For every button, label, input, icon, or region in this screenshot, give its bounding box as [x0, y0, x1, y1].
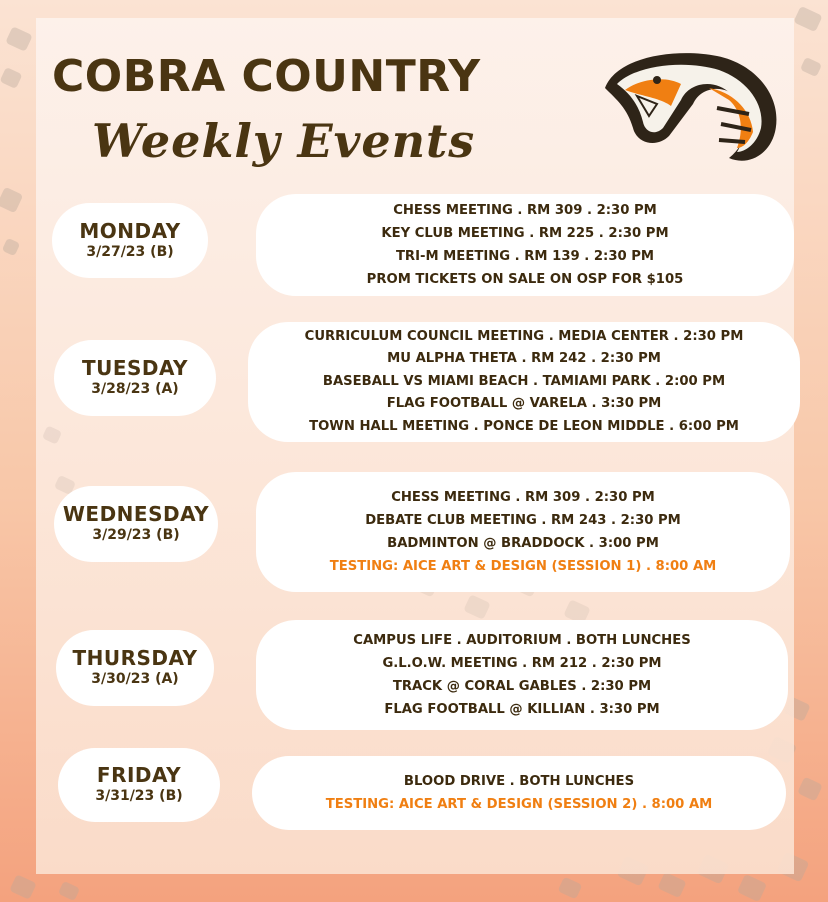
day-date: 3/29/23 (B): [92, 527, 180, 544]
event-item: TRACK @ CORAL GABLES . 2:30 PM: [392, 679, 652, 694]
events-box-tuesday: [248, 322, 800, 442]
event-item: BLOOD DRIVE . BOTH LUNCHES: [403, 774, 635, 789]
day-date: 3/30/23 (A): [91, 671, 179, 688]
events-box-friday: [252, 756, 786, 830]
events-box-wednesday: [256, 472, 790, 592]
events-box-thursday: [256, 620, 788, 730]
page-subtitle: Weekly Events: [92, 114, 476, 168]
day-pill-friday: [58, 748, 220, 822]
day-name: THURSDAY: [72, 646, 198, 671]
event-item: G.L.O.W. MEETING . RM 212 . 2:30 PM: [382, 656, 662, 671]
event-item: DEBATE CLUB MEETING . RM 243 . 2:30 PM: [365, 513, 681, 528]
day-date: 3/28/23 (A): [91, 381, 179, 398]
day-date: 3/27/23 (B): [86, 243, 174, 260]
day-name: TUESDAY: [81, 356, 189, 381]
event-item-testing: TESTING: AICE ART & DESIGN (SESSION 1) . 8:00 AM: [329, 559, 717, 574]
day-pill-tuesday: [54, 340, 216, 416]
event-item: CHESS MEETING . RM 309 . 2:30 PM: [393, 203, 657, 218]
event-item: TOWN HALL MEETING . PONCE DE LEON MIDDLE . 6:00 PM: [309, 418, 739, 434]
day-pill-wednesday: [54, 486, 218, 562]
event-item: KEY CLUB MEETING . RM 225 . 2:30 PM: [381, 226, 669, 241]
day-pill-thursday: [56, 630, 214, 706]
event-item: CHESS MEETING . RM 309 . 2:30 PM: [391, 490, 655, 505]
event-item: TRI-M MEETING . RM 139 . 2:30 PM: [395, 249, 655, 264]
event-item: FLAG FOOTBALL @ VARELA . 3:30 PM: [386, 396, 662, 412]
cobra-logo: [597, 48, 787, 172]
day-date: 3/31/23 (B): [95, 788, 183, 805]
event-item: MU ALPHA THETA . RM 242 . 2:30 PM: [387, 351, 661, 367]
event-item: CURRICULUM COUNCIL MEETING . MEDIA CENTER . 2:30 PM: [304, 328, 744, 344]
day-pill-monday: [52, 203, 208, 278]
day-name: FRIDAY: [96, 763, 182, 788]
events-box-monday: [256, 194, 794, 296]
page-title: COBRA COUNTRY: [52, 51, 481, 102]
event-item: BASEBALL VS MIAMI BEACH . TAMIAMI PARK . 2:00 PM: [322, 373, 726, 389]
event-item: FLAG FOOTBALL @ KILLIAN . 3:30 PM: [384, 702, 660, 717]
event-item: CAMPUS LIFE . AUDITORIUM . BOTH LUNCHES: [353, 633, 691, 648]
day-name: WEDNESDAY: [62, 502, 210, 527]
event-item-testing: TESTING: AICE ART & DESIGN (SESSION 2) . 8:00 AM: [325, 797, 713, 812]
day-name: MONDAY: [79, 218, 181, 243]
event-item: BADMINTON @ BRADDOCK . 3:00 PM: [387, 536, 659, 551]
event-item: PROM TICKETS ON SALE ON OSP FOR $105: [366, 272, 684, 287]
